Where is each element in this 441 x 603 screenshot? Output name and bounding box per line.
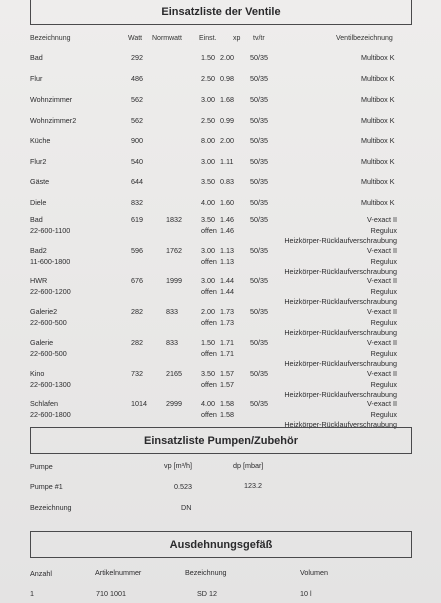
row-xp-offen: 1.46 [220,226,234,235]
row-ventil: Multibox K [361,198,395,207]
row-ventil-v1: V-exact II [367,399,397,408]
pumps-title: Einsatzliste Pumpen/Zubehör [143,434,299,447]
row-einst: 3.00 [201,246,215,255]
row-name: Bad [30,215,43,224]
row-xp: 1.60 [220,198,234,207]
row-name: Schlafen [30,399,58,408]
row-watt: 732 [131,369,143,378]
row-watt: 562 [131,116,143,125]
row-tvtr: 50/35 [250,177,268,186]
header-artikelnummer: Artikelnummer [95,568,142,577]
exp-volumen: 10 l [300,589,312,598]
row-watt: 676 [131,276,143,285]
row-name: Bad [30,53,43,62]
row-name: Wohnzimmer [30,95,73,104]
row-xp: 1.44 [220,276,234,285]
row-offen: offen [201,226,217,235]
header-tvtr: tv/tr [253,35,265,42]
row-watt: 644 [131,177,143,186]
row-name: Galerie [30,338,54,347]
row-name: Galerie2 [30,307,58,316]
row-einst: 2.00 [201,307,215,316]
row-tvtr: 50/35 [250,53,268,62]
row-offen: offen [201,349,217,358]
row-xp: 2.00 [220,136,234,145]
row-subtitle: 22-600-500 [30,318,67,327]
row-name: Kino [30,369,45,378]
row-subtitle: 22-600-1100 [30,226,71,235]
row-xp: 0.99 [220,116,234,125]
row-tvtr: 50/35 [250,116,268,125]
exp-anzahl: 1 [30,589,34,598]
row-tvtr: 50/35 [250,307,268,316]
row-ventil-v3: Heizkörper-Rücklaufverschraubung [284,420,397,429]
row-ventil-v2: Regulux [370,287,397,296]
row-ventil-v2: Regulux [370,410,397,419]
row-ventil-v1: V-exact II [367,338,397,347]
row-tvtr: 50/35 [250,276,268,285]
row-subtitle: 22-600-1300 [30,380,71,389]
row-ventil-v2: Regulux [370,257,397,266]
row-tvtr: 50/35 [250,369,268,378]
row-xp: 1.46 [220,215,234,224]
row-ventil: Multibox K [361,95,395,104]
bezeichnung-label: Bezeichnung [30,503,72,512]
header-einst: Einst. [199,35,217,42]
row-xp-offen: 1.73 [220,318,234,327]
row-subtitle: 11-600-1800 [30,257,71,266]
vp-label: vp [m³/h] [164,461,192,470]
row-ventil-v1: V-exact II [367,307,397,316]
row-tvtr: 50/35 [250,338,268,347]
row-einst: 2.50 [201,116,215,125]
pump-name: Pumpe #1 [30,482,63,491]
row-tvtr: 50/35 [250,198,268,207]
header-exp-bezeichnung: Bezeichnung [185,568,227,577]
row-einst: 3.50 [201,369,215,378]
row-offen: offen [201,318,217,327]
row-ventil: Multibox K [361,53,395,62]
row-xp: 2.00 [220,53,234,62]
row-ventil-v3: Heizkörper-Rücklaufverschraubung [284,297,397,306]
row-einst: 1.50 [201,53,215,62]
row-einst: 1.50 [201,338,215,347]
row-ventil-v3: Heizkörper-Rücklaufverschraubung [284,328,397,337]
row-watt: 596 [131,246,143,255]
exp-bezeichnung: SD 12 [197,589,217,598]
row-xp: 1.58 [220,399,234,408]
row-subtitle: 22-600-1800 [30,410,71,419]
row-tvtr: 50/35 [250,136,268,145]
row-watt: 282 [131,307,143,316]
row-xp: 1.71 [220,338,234,347]
row-offen: offen [201,287,217,296]
row-einst: 3.50 [201,177,215,186]
dp-label: dp [mbar] [233,461,264,470]
header-bezeichnung: Bezeichnung [30,35,71,42]
row-xp-offen: 1.71 [220,349,234,358]
row-ventil-v2: Regulux [370,226,397,235]
header-watt: Watt [128,35,143,42]
row-xp: 1.57 [220,369,234,378]
row-tvtr: 50/35 [250,74,268,83]
row-name: HWR [30,276,48,285]
row-ventil: Multibox K [361,157,395,166]
header-normwatt: Normwatt [152,35,182,42]
header-anzahl: Anzahl [30,569,52,578]
row-tvtr: 50/35 [250,95,268,104]
row-ventil-v2: Regulux [370,349,397,358]
row-watt: 282 [131,338,143,347]
row-normwatt: 833 [166,338,178,347]
row-watt: 562 [131,95,143,104]
row-ventil: Multibox K [361,116,395,125]
row-xp: 1.73 [220,307,234,316]
row-xp: 0.83 [220,177,234,186]
row-watt: 832 [131,198,143,207]
row-name: Wohnzimmer2 [30,116,77,125]
row-ventil-v1: V-exact II [367,215,397,224]
row-xp-offen: 1.44 [220,287,234,296]
row-ventil-v1: V-exact II [367,276,397,285]
row-xp-offen: 1.13 [220,257,234,266]
row-watt: 1014 [131,399,147,408]
row-tvtr: 50/35 [250,399,268,408]
row-normwatt: 2999 [166,399,182,408]
row-ventil-v3: Heizkörper-Rücklaufverschraubung [284,359,397,368]
valves-title-box [30,0,412,25]
row-name: Diele [30,198,47,207]
row-einst: 3.00 [201,276,215,285]
row-einst: 8.00 [201,136,215,145]
row-normwatt: 1832 [166,215,182,224]
row-normwatt: 2165 [166,369,182,378]
row-tvtr: 50/35 [250,246,268,255]
row-name: Gäste [30,177,50,186]
row-xp-offen: 1.57 [220,380,234,389]
row-subtitle: 22-600-1200 [30,287,71,296]
row-watt: 486 [131,74,143,83]
header-volumen: Volumen [300,568,328,577]
row-xp: 1.68 [220,95,234,104]
row-ventil-v2: Regulux [370,318,397,327]
row-einst: 3.00 [201,95,215,104]
row-name: Flur2 [30,157,47,166]
header-xp: xp [233,35,241,42]
row-watt: 292 [131,53,143,62]
row-ventil-v1: V-exact II [367,246,397,255]
row-offen: offen [201,257,217,266]
row-normwatt: 1999 [166,276,182,285]
expansion-title-box [30,531,412,558]
row-einst: 3.50 [201,215,215,224]
expansion-title: Ausdehnungsgefäß [169,538,273,551]
row-ventil-v3: Heizkörper-Rücklaufverschraubung [284,390,397,399]
row-ventil-v3: Heizkörper-Rücklaufverschraubung [284,267,397,276]
row-ventil: Multibox K [361,136,395,145]
row-einst: 3.00 [201,157,215,166]
row-watt: 540 [131,157,143,166]
header-ventilbezeichnung: Ventilbezeichnung [336,35,393,42]
row-offen: offen [201,380,217,389]
row-ventil-v1: V-exact II [367,369,397,378]
row-xp: 0.98 [220,74,234,83]
row-ventil-v2: Regulux [370,380,397,389]
row-ventil: Multibox K [361,177,395,186]
pumps-title-box [30,427,412,454]
row-name: Flur [30,74,43,83]
row-tvtr: 50/35 [250,215,268,224]
valves-title: Einsatzliste der Ventile [161,5,281,18]
row-tvtr: 50/35 [250,157,268,166]
row-einst: 4.00 [201,399,215,408]
row-einst: 4.00 [201,198,215,207]
row-watt: 900 [131,136,143,145]
row-name: Bad2 [30,246,47,255]
row-normwatt: 833 [166,307,178,316]
vp-value: 0.523 [174,482,192,491]
row-normwatt: 1762 [166,246,182,255]
row-xp-offen: 1.58 [220,410,234,419]
pump-label: Pumpe [30,462,53,471]
dn-label: DN [181,503,192,512]
exp-artikel: 710 1001 [96,589,126,598]
row-xp: 1.13 [220,246,234,255]
row-name: Küche [30,136,51,145]
row-ventil-v3: Heizkörper-Rücklaufverschraubung [284,236,397,245]
row-xp: 1.11 [220,157,234,166]
row-einst: 2.50 [201,74,215,83]
row-offen: offen [201,410,217,419]
row-watt: 619 [131,215,143,224]
row-ventil: Multibox K [361,74,395,83]
dp-value: 123.2 [244,481,262,490]
row-subtitle: 22-600-500 [30,349,67,358]
